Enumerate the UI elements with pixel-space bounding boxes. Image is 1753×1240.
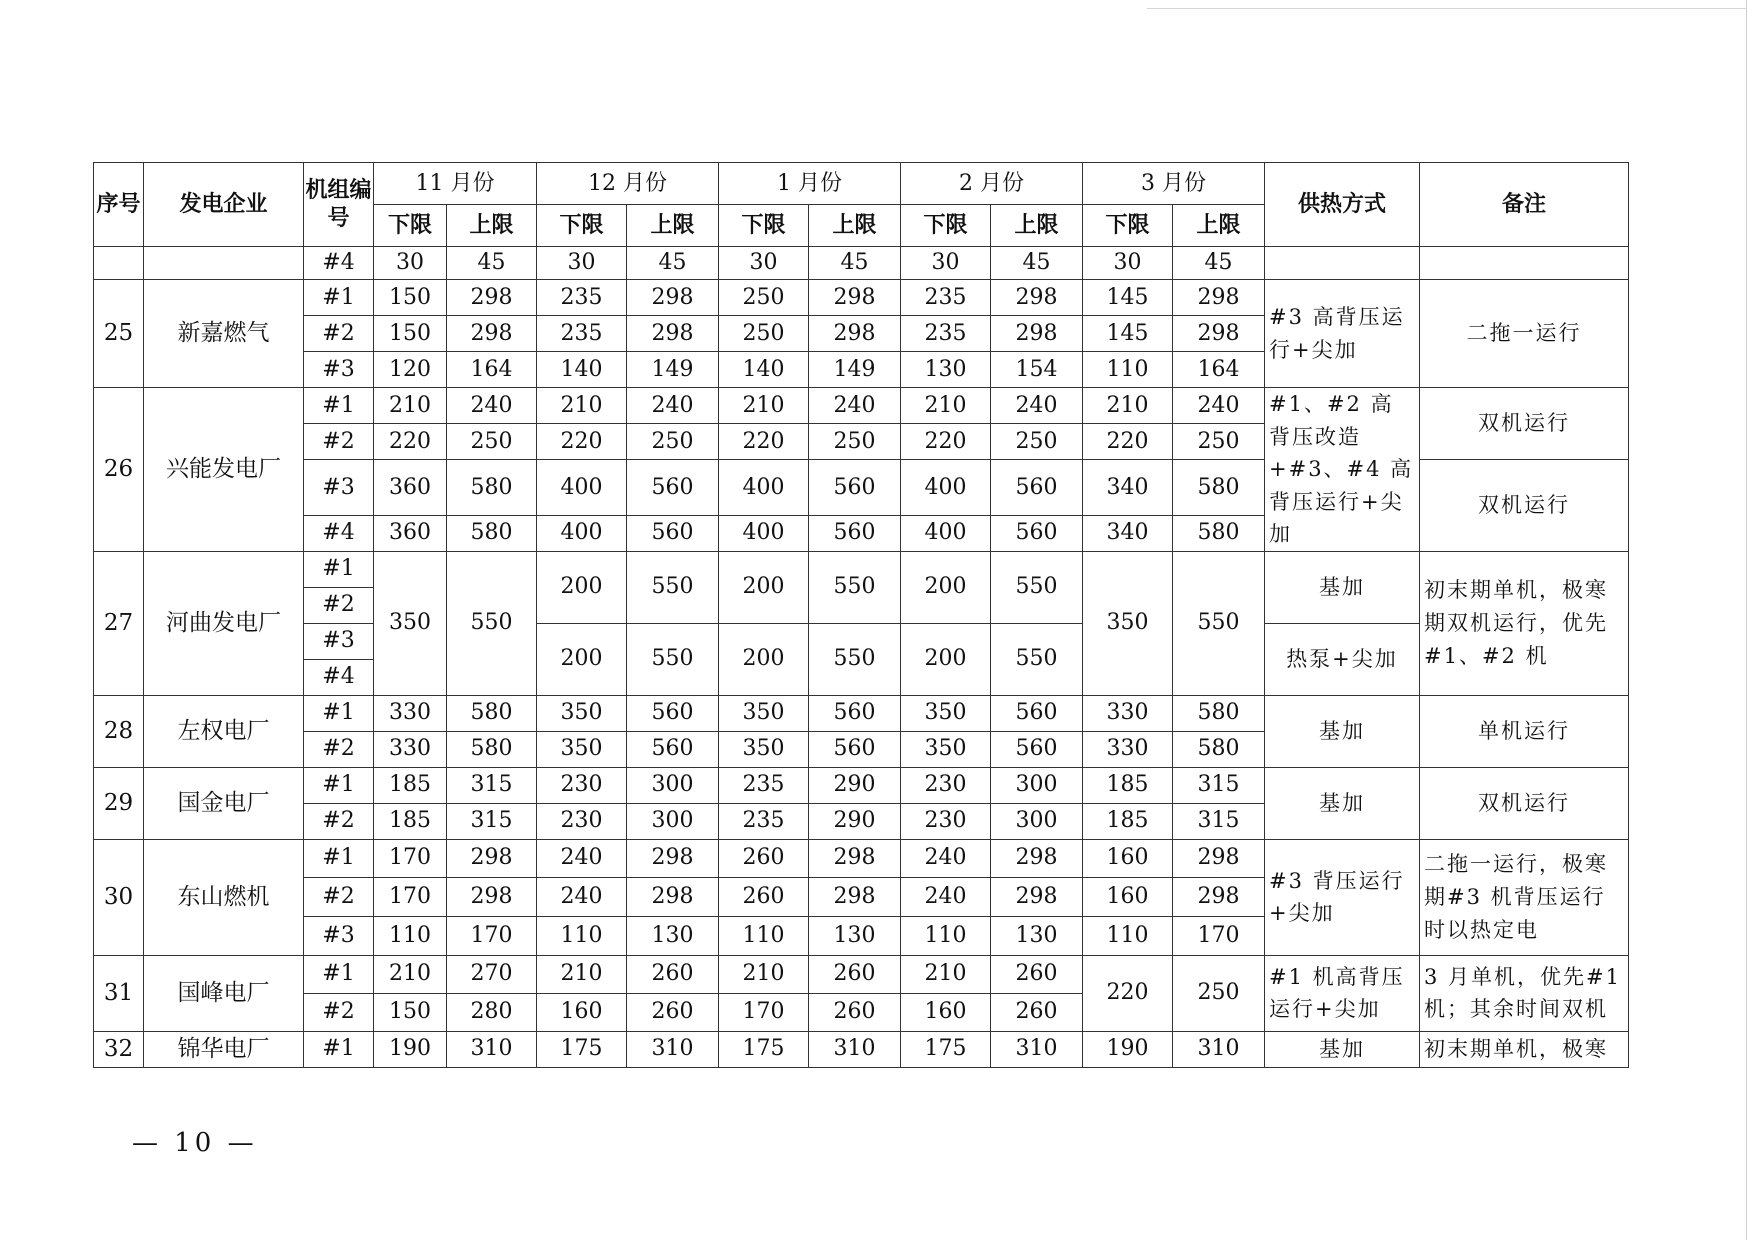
seq-cell: 25 <box>94 280 144 388</box>
value-cell: 400 <box>719 460 809 516</box>
value-cell: 45 <box>991 247 1083 280</box>
value-cell: 315 <box>447 803 537 839</box>
value-cell: 185 <box>1083 767 1173 803</box>
header-upper: 上限 <box>627 205 719 247</box>
value-cell: 550 <box>809 551 901 623</box>
value-cell: 298 <box>1173 280 1265 316</box>
heating-cell: 基加 <box>1265 1031 1420 1067</box>
value-cell: 250 <box>719 280 809 316</box>
value-cell: 160 <box>537 993 627 1031</box>
value-cell: 210 <box>1083 388 1173 424</box>
seq-cell: 27 <box>94 551 144 695</box>
value-cell: 550 <box>1173 551 1265 695</box>
remarks-cell: 单机运行 <box>1420 695 1629 767</box>
value-cell: 250 <box>447 424 537 460</box>
unit-cell: #1 <box>304 551 374 587</box>
value-cell: 210 <box>719 955 809 993</box>
value-cell: 170 <box>374 877 447 916</box>
header-remarks: 备注 <box>1420 163 1629 247</box>
seq-cell: 32 <box>94 1031 144 1067</box>
value-cell: 310 <box>447 1031 537 1067</box>
value-cell: 110 <box>374 916 447 955</box>
value-cell: 220 <box>1083 424 1173 460</box>
value-cell: 310 <box>991 1031 1083 1067</box>
value-cell: 45 <box>1173 247 1265 280</box>
value-cell: 175 <box>719 1031 809 1067</box>
value-cell: 298 <box>627 839 719 877</box>
value-cell: 164 <box>447 352 537 388</box>
value-cell: 210 <box>374 955 447 993</box>
table-row <box>94 1031 1629 1067</box>
remarks-cell: 初末期单机，极寒期双机运行，优先#1、#2 机 <box>1420 551 1629 695</box>
value-cell: 230 <box>537 803 627 839</box>
value-cell: 210 <box>537 388 627 424</box>
value-cell: 170 <box>374 839 447 877</box>
value-cell: 298 <box>991 316 1083 352</box>
value-cell: 250 <box>1173 955 1265 1031</box>
value-cell: 150 <box>374 993 447 1031</box>
value-cell: 310 <box>809 1031 901 1067</box>
page-edge-line <box>1746 0 1747 1240</box>
table-row <box>94 247 1629 280</box>
value-cell: 190 <box>374 1031 447 1067</box>
unit-cell: #2 <box>304 316 374 352</box>
value-cell: 240 <box>901 839 991 877</box>
remarks-cell: 二拖一运行 <box>1420 280 1629 388</box>
company-cell: 东山燃机 <box>144 839 304 955</box>
value-cell: 400 <box>901 460 991 516</box>
unit-cell: #2 <box>304 731 374 767</box>
header-heating: 供热方式 <box>1265 163 1420 247</box>
header-month-feb: 2 月份 <box>901 163 1083 205</box>
value-cell: 298 <box>809 316 901 352</box>
value-cell: 298 <box>627 280 719 316</box>
value-cell: 230 <box>901 767 991 803</box>
value-cell: 140 <box>537 352 627 388</box>
value-cell: 300 <box>991 767 1083 803</box>
unit-cell: #1 <box>304 839 374 877</box>
value-cell: 260 <box>627 955 719 993</box>
value-cell: 45 <box>627 247 719 280</box>
value-cell: 185 <box>374 803 447 839</box>
value-cell: 360 <box>374 460 447 516</box>
generation-limits-table <box>93 162 1629 1068</box>
value-cell: 200 <box>719 551 809 623</box>
value-cell: 45 <box>809 247 901 280</box>
value-cell: 230 <box>901 803 991 839</box>
value-cell: 30 <box>1083 247 1173 280</box>
value-cell: 310 <box>627 1031 719 1067</box>
value-cell: 145 <box>1083 316 1173 352</box>
value-cell: 160 <box>901 993 991 1031</box>
value-cell: 298 <box>991 280 1083 316</box>
value-cell: 149 <box>809 352 901 388</box>
header-month-dec: 12 月份 <box>537 163 719 205</box>
unit-cell: #2 <box>304 803 374 839</box>
company-cell: 锦华电厂 <box>144 1031 304 1067</box>
value-cell: 300 <box>991 803 1083 839</box>
remarks-cell: 双机运行 <box>1420 388 1629 460</box>
value-cell: 560 <box>991 695 1083 731</box>
seq-cell: 26 <box>94 388 144 552</box>
remarks-cell: 3 月单机，优先#1 机；其余时间双机 <box>1420 955 1629 1031</box>
seq-cell: 31 <box>94 955 144 1031</box>
value-cell: 310 <box>1173 1031 1265 1067</box>
value-cell: 250 <box>1173 424 1265 460</box>
value-cell: 240 <box>447 388 537 424</box>
heating-cell: #1、#2 高背压改造+#3、#4 高背压运行+尖加 <box>1265 388 1420 552</box>
value-cell: 250 <box>809 424 901 460</box>
value-cell: 315 <box>1173 767 1265 803</box>
value-cell: 298 <box>1173 877 1265 916</box>
unit-cell: #3 <box>304 916 374 955</box>
value-cell: 298 <box>991 839 1083 877</box>
value-cell: 260 <box>809 955 901 993</box>
table-row <box>94 388 1629 424</box>
header-unit-no: 机组编号 <box>304 163 374 247</box>
value-cell: 550 <box>447 551 537 695</box>
value-cell: 210 <box>719 388 809 424</box>
value-cell: 170 <box>719 993 809 1031</box>
value-cell: 220 <box>1083 955 1173 1031</box>
header-seq: 序号 <box>94 163 144 247</box>
value-cell: 300 <box>627 767 719 803</box>
value-cell: 230 <box>537 767 627 803</box>
value-cell: 110 <box>901 916 991 955</box>
value-cell: 200 <box>537 623 627 695</box>
value-cell: 200 <box>719 623 809 695</box>
value-cell: 560 <box>627 731 719 767</box>
value-cell: 340 <box>1083 460 1173 516</box>
page-number: — 10 — <box>132 1128 258 1158</box>
unit-cell: #2 <box>304 587 374 623</box>
company-cell: 兴能发电厂 <box>144 388 304 552</box>
value-cell: 175 <box>537 1031 627 1067</box>
value-cell: 240 <box>1173 388 1265 424</box>
value-cell: 580 <box>447 515 537 551</box>
value-cell: 220 <box>901 424 991 460</box>
value-cell: 560 <box>809 695 901 731</box>
table-body <box>94 247 1629 1068</box>
heating-cell: #1 机高背压运行+尖加 <box>1265 955 1420 1031</box>
unit-cell: #4 <box>304 659 374 695</box>
seq-cell <box>94 247 144 280</box>
value-cell: 298 <box>991 877 1083 916</box>
unit-cell: #2 <box>304 424 374 460</box>
value-cell: 150 <box>374 316 447 352</box>
value-cell: 200 <box>537 551 627 623</box>
value-cell: 350 <box>1083 551 1173 695</box>
value-cell: 30 <box>537 247 627 280</box>
unit-cell: #1 <box>304 695 374 731</box>
table-row <box>94 767 1629 803</box>
header-lower: 下限 <box>374 205 447 247</box>
header-upper: 上限 <box>1173 205 1265 247</box>
heating-cell: 热泵+尖加 <box>1265 623 1420 695</box>
value-cell: 200 <box>901 623 991 695</box>
heating-cell: #3 高背压运行+尖加 <box>1265 280 1420 388</box>
value-cell: 130 <box>809 916 901 955</box>
unit-cell: #1 <box>304 388 374 424</box>
remarks-cell: 双机运行 <box>1420 460 1629 552</box>
value-cell: 560 <box>809 515 901 551</box>
table-row <box>94 839 1629 877</box>
value-cell: 260 <box>627 993 719 1031</box>
value-cell: 550 <box>991 551 1083 623</box>
header-lower: 下限 <box>1083 205 1173 247</box>
heating-cell <box>1265 247 1420 280</box>
value-cell: 190 <box>1083 1031 1173 1067</box>
unit-cell: #1 <box>304 955 374 993</box>
value-cell: 400 <box>901 515 991 551</box>
value-cell: 340 <box>1083 515 1173 551</box>
value-cell: 560 <box>627 460 719 516</box>
value-cell: 220 <box>537 424 627 460</box>
value-cell: 350 <box>901 731 991 767</box>
value-cell: 298 <box>447 839 537 877</box>
value-cell: 298 <box>1173 839 1265 877</box>
value-cell: 45 <box>447 247 537 280</box>
value-cell: 400 <box>537 515 627 551</box>
value-cell: 260 <box>809 993 901 1031</box>
value-cell: 298 <box>809 280 901 316</box>
value-cell: 110 <box>719 916 809 955</box>
value-cell: 330 <box>374 695 447 731</box>
value-cell: 235 <box>901 280 991 316</box>
value-cell: 260 <box>991 993 1083 1031</box>
value-cell: 160 <box>1083 839 1173 877</box>
unit-cell: #1 <box>304 1031 374 1067</box>
value-cell: 400 <box>719 515 809 551</box>
table-header <box>94 163 1629 247</box>
remarks-cell: 二拖一运行，极寒期#3 机背压运行时以热定电 <box>1420 839 1629 955</box>
value-cell: 170 <box>1173 916 1265 955</box>
header-company: 发电企业 <box>144 163 304 247</box>
value-cell: 235 <box>537 316 627 352</box>
value-cell: 330 <box>374 731 447 767</box>
value-cell: 235 <box>719 767 809 803</box>
value-cell: 240 <box>537 839 627 877</box>
value-cell: 160 <box>1083 877 1173 916</box>
value-cell: 120 <box>374 352 447 388</box>
value-cell: 164 <box>1173 352 1265 388</box>
value-cell: 560 <box>809 731 901 767</box>
value-cell: 298 <box>627 316 719 352</box>
value-cell: 240 <box>809 388 901 424</box>
value-cell: 154 <box>991 352 1083 388</box>
value-cell: 145 <box>1083 280 1173 316</box>
header-upper: 上限 <box>447 205 537 247</box>
header-month-jan: 1 月份 <box>719 163 901 205</box>
unit-cell: #1 <box>304 767 374 803</box>
value-cell: 250 <box>991 424 1083 460</box>
value-cell: 560 <box>627 695 719 731</box>
value-cell: 250 <box>719 316 809 352</box>
company-cell: 左权电厂 <box>144 695 304 767</box>
value-cell: 550 <box>809 623 901 695</box>
header-upper: 上限 <box>809 205 901 247</box>
value-cell: 130 <box>901 352 991 388</box>
value-cell: 330 <box>1083 731 1173 767</box>
value-cell: 200 <box>901 551 991 623</box>
value-cell: 130 <box>627 916 719 955</box>
value-cell: 580 <box>1173 515 1265 551</box>
value-cell: 315 <box>1173 803 1265 839</box>
header-month-nov: 11 月份 <box>374 163 537 205</box>
unit-cell: #1 <box>304 280 374 316</box>
value-cell: 550 <box>627 623 719 695</box>
value-cell: 235 <box>719 803 809 839</box>
header-upper: 上限 <box>991 205 1083 247</box>
value-cell: 300 <box>627 803 719 839</box>
value-cell: 298 <box>627 877 719 916</box>
value-cell: 580 <box>1173 695 1265 731</box>
value-cell: 210 <box>901 955 991 993</box>
value-cell: 550 <box>627 551 719 623</box>
unit-cell: #2 <box>304 877 374 916</box>
value-cell: 110 <box>1083 916 1173 955</box>
heating-cell: 基加 <box>1265 695 1420 767</box>
value-cell: 140 <box>719 352 809 388</box>
value-cell: 260 <box>991 955 1083 993</box>
value-cell: 560 <box>991 460 1083 516</box>
header-lower: 下限 <box>901 205 991 247</box>
value-cell: 235 <box>537 280 627 316</box>
company-cell <box>144 247 304 280</box>
value-cell: 350 <box>901 695 991 731</box>
remarks-cell: 双机运行 <box>1420 767 1629 839</box>
value-cell: 290 <box>809 803 901 839</box>
table-row <box>94 280 1629 316</box>
value-cell: 240 <box>537 877 627 916</box>
value-cell: 298 <box>809 839 901 877</box>
company-cell: 国峰电厂 <box>144 955 304 1031</box>
value-cell: 130 <box>991 916 1083 955</box>
value-cell: 298 <box>809 877 901 916</box>
value-cell: 330 <box>1083 695 1173 731</box>
value-cell: 580 <box>1173 731 1265 767</box>
value-cell: 185 <box>374 767 447 803</box>
unit-cell: #3 <box>304 460 374 516</box>
header-lower: 下限 <box>719 205 809 247</box>
value-cell: 260 <box>719 839 809 877</box>
value-cell: 580 <box>447 460 537 516</box>
value-cell: 210 <box>537 955 627 993</box>
value-cell: 220 <box>374 424 447 460</box>
value-cell: 580 <box>447 695 537 731</box>
value-cell: 350 <box>374 551 447 695</box>
company-cell: 河曲发电厂 <box>144 551 304 695</box>
value-cell: 560 <box>991 515 1083 551</box>
value-cell: 240 <box>991 388 1083 424</box>
value-cell: 170 <box>447 916 537 955</box>
unit-cell: #4 <box>304 247 374 280</box>
value-cell: 30 <box>719 247 809 280</box>
value-cell: 270 <box>447 955 537 993</box>
value-cell: 560 <box>809 460 901 516</box>
value-cell: 240 <box>901 877 991 916</box>
unit-cell: #2 <box>304 993 374 1031</box>
company-cell: 国金电厂 <box>144 767 304 839</box>
value-cell: 400 <box>537 460 627 516</box>
table-row <box>94 695 1629 731</box>
value-cell: 210 <box>374 388 447 424</box>
unit-cell: #4 <box>304 515 374 551</box>
company-cell: 新嘉燃气 <box>144 280 304 388</box>
value-cell: 235 <box>901 316 991 352</box>
heating-cell: 基加 <box>1265 767 1420 839</box>
value-cell: 210 <box>901 388 991 424</box>
value-cell: 550 <box>991 623 1083 695</box>
value-cell: 30 <box>374 247 447 280</box>
header-month-mar: 3 月份 <box>1083 163 1265 205</box>
value-cell: 280 <box>447 993 537 1031</box>
seq-cell: 29 <box>94 767 144 839</box>
value-cell: 298 <box>1173 316 1265 352</box>
heating-cell: 基加 <box>1265 551 1420 623</box>
value-cell: 150 <box>374 280 447 316</box>
header-lower: 下限 <box>537 205 627 247</box>
value-cell: 360 <box>374 515 447 551</box>
value-cell: 298 <box>447 280 537 316</box>
value-cell: 250 <box>627 424 719 460</box>
value-cell: 260 <box>719 877 809 916</box>
value-cell: 580 <box>447 731 537 767</box>
unit-cell: #3 <box>304 623 374 659</box>
value-cell: 298 <box>447 316 537 352</box>
remarks-cell <box>1420 247 1629 280</box>
value-cell: 350 <box>537 731 627 767</box>
value-cell: 560 <box>627 515 719 551</box>
table-row <box>94 623 1629 659</box>
table-row <box>94 955 1629 993</box>
value-cell: 315 <box>447 767 537 803</box>
value-cell: 350 <box>719 731 809 767</box>
heating-cell: #3 背压运行+尖加 <box>1265 839 1420 955</box>
value-cell: 110 <box>537 916 627 955</box>
value-cell: 110 <box>1083 352 1173 388</box>
value-cell: 298 <box>447 877 537 916</box>
seq-cell: 30 <box>94 839 144 955</box>
value-cell: 580 <box>1173 460 1265 516</box>
value-cell: 350 <box>537 695 627 731</box>
value-cell: 149 <box>627 352 719 388</box>
value-cell: 240 <box>627 388 719 424</box>
table-row <box>94 551 1629 587</box>
value-cell: 220 <box>719 424 809 460</box>
value-cell: 350 <box>719 695 809 731</box>
value-cell: 175 <box>901 1031 991 1067</box>
value-cell: 560 <box>991 731 1083 767</box>
value-cell: 185 <box>1083 803 1173 839</box>
page-edge-top <box>1147 8 1747 9</box>
seq-cell: 28 <box>94 695 144 767</box>
unit-cell: #3 <box>304 352 374 388</box>
value-cell: 290 <box>809 767 901 803</box>
remarks-cell: 初末期单机，极寒 <box>1420 1031 1629 1067</box>
value-cell: 30 <box>901 247 991 280</box>
